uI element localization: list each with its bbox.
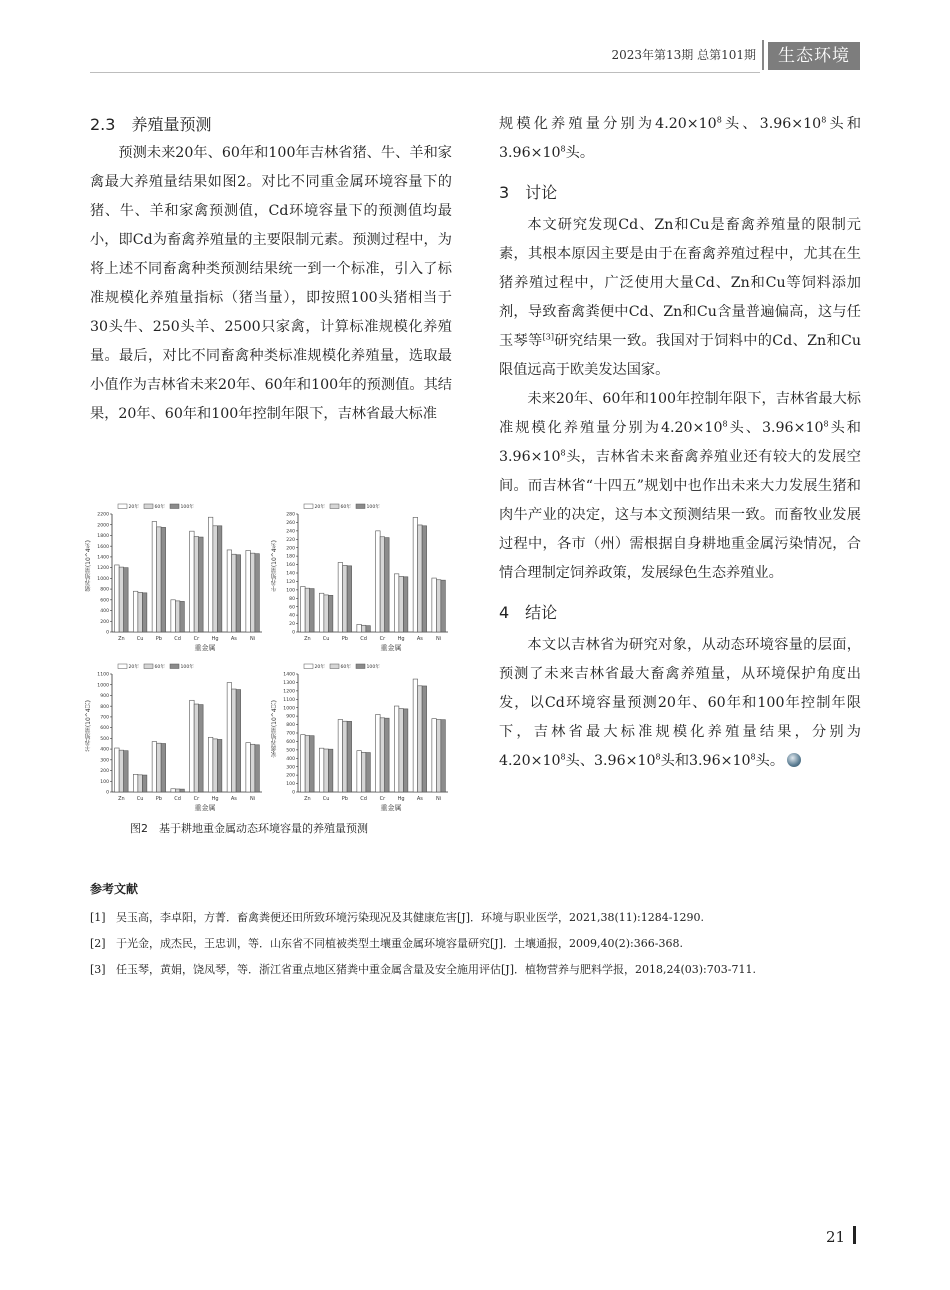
y-tick-label: 140 — [286, 571, 295, 577]
x-tick-label: Ni — [250, 796, 256, 802]
bar — [385, 538, 390, 632]
legend-label: 60年 — [154, 665, 165, 670]
article-end-icon — [787, 753, 801, 767]
bar — [138, 775, 143, 792]
section-2-3-title: 2.3 养殖量预测 — [90, 115, 212, 134]
y-tick-label: 700 — [100, 715, 109, 721]
y-tick-label: 1000 — [97, 576, 109, 582]
y-tick-label: 240 — [286, 529, 295, 535]
citation-3: [3] — [542, 332, 554, 342]
bar — [376, 531, 381, 632]
bar — [217, 526, 222, 632]
y-tick-label: 1400 — [97, 555, 109, 561]
y-tick-label: 600 — [286, 740, 295, 746]
y-tick-label: 2000 — [97, 523, 109, 529]
bar — [213, 739, 218, 792]
y-tick-label: 1000 — [283, 706, 295, 712]
chart-xlabel: 重金属 — [380, 644, 402, 652]
bar — [246, 743, 251, 792]
y-tick-label: 0 — [106, 630, 109, 636]
bar — [161, 527, 166, 632]
y-tick-label: 40 — [289, 613, 295, 619]
legend-swatch — [356, 504, 365, 509]
figure-2 — [85, 500, 460, 840]
y-tick-label: 0 — [292, 790, 295, 796]
x-tick-label: Pb — [155, 796, 162, 802]
x-tick-label: Cu — [322, 796, 330, 802]
bar — [199, 705, 204, 792]
bar — [324, 595, 329, 632]
bar — [194, 704, 199, 792]
bar — [115, 565, 120, 632]
y-tick-label: 160 — [286, 563, 295, 569]
y-tick-label: 300 — [100, 758, 109, 764]
y-tick-label: 80 — [289, 596, 295, 602]
poultry-chart — [276, 660, 456, 812]
legend-swatch — [170, 664, 179, 669]
bar — [376, 714, 381, 792]
y-tick-label: 200 — [286, 546, 295, 552]
bar — [338, 720, 343, 792]
y-tick-label: 100 — [286, 588, 295, 594]
bar — [385, 718, 390, 792]
bar — [436, 720, 441, 792]
pig-chart — [90, 500, 270, 652]
bar — [171, 600, 176, 632]
reference-item: [3] 任玉琴，黄娟，饶凤琴，等．浙江省重点地区猪粪中重金属含量及安全施用评估[J]．植物营养与肥料学报，2018,24(03):703-711. — [90, 963, 756, 976]
bar — [310, 736, 315, 792]
x-tick-label: Zn — [304, 796, 311, 802]
section-3-title: 3 讨论 — [499, 183, 558, 202]
y-tick-label: 1100 — [97, 672, 109, 678]
header-rule — [90, 72, 760, 73]
right-column — [499, 110, 861, 776]
bar — [418, 686, 423, 792]
bar — [208, 737, 213, 792]
x-tick-label: Cr — [193, 636, 200, 642]
bar — [324, 749, 329, 792]
bar — [347, 566, 352, 632]
bar — [190, 531, 195, 632]
bar — [190, 700, 195, 792]
y-tick-label: 300 — [286, 765, 295, 771]
bar — [250, 744, 255, 792]
legend-swatch — [330, 504, 339, 509]
x-tick-label: Ni — [250, 636, 256, 642]
x-tick-label: Hg — [397, 636, 405, 642]
y-tick-label: 500 — [286, 748, 295, 754]
discussion-paragraph-1: 本文研究发现Cd、Zn和Cu是畜禽养殖量的限制元素，其根本原因主要是由于在畜禽养殖过程中，尤其在生猪养殖过程中，广泛使用大量Cd、Zn和Cu等饲料添加剂，导致畜禽粪便中Cd、Zn和Cu含量普遍偏高，这与任玉琴等[3]研究结果一致。我国对于饲料中的Cd、Zn和Cu限值远高于欧美发达国家。 — [499, 217, 861, 378]
left-column — [90, 110, 452, 429]
section-4-title: 4 结论 — [499, 603, 558, 622]
x-tick-label: Hg — [397, 796, 405, 802]
bar — [227, 683, 232, 792]
bar — [366, 753, 371, 792]
bar — [232, 554, 237, 632]
x-tick-label: Cr — [379, 636, 386, 642]
y-tick-label: 0 — [292, 630, 295, 636]
legend-swatch — [170, 504, 179, 509]
discussion-paragraph-2: 未来20年、60年和100年控制年限下，吉林省最大标准规模化养殖量分别为$4.20\times 10^8$头、$3.96\times 10^8$头和$3.96\times 10^8$头，吉林省未来畜禽养殖业还有较大的发展空间。而吉林省“十四五”规划中也作出未来大力发展生猪和肉牛产业的决定，这与本文预测结果一致。而畜牧业发展过程中，各市（州）需根据自身耕地重金属污染情况，合情合理制定饲养政策，发展绿色生态养殖业。 — [499, 391, 861, 581]
y-tick-label: 1300 — [283, 681, 295, 687]
bar — [328, 749, 333, 792]
y-tick-label: 120 — [286, 580, 295, 586]
legend-swatch — [144, 504, 153, 509]
y-tick-label: 100 — [100, 779, 109, 785]
poultry-chart-panel — [271, 660, 456, 812]
bar — [199, 537, 204, 632]
y-tick-label: 200 — [286, 773, 295, 779]
bar — [213, 526, 218, 632]
bar — [175, 601, 180, 632]
x-tick-label: As — [230, 796, 237, 802]
sheep-chart — [90, 660, 270, 812]
reference-item: [2] 于光金，成杰民，王忠训，等．山东省不同植被类型土壤重金属环境容量研究[J]．土壤通报，2009,40(2):366-368. — [90, 937, 683, 950]
x-tick-label: Cd — [174, 796, 181, 802]
y-tick-label: 600 — [100, 598, 109, 604]
bar — [319, 593, 324, 632]
x-tick-label: Pb — [341, 796, 348, 802]
bar — [301, 586, 306, 632]
y-tick-label: 180 — [286, 554, 295, 560]
bar — [115, 748, 120, 792]
bar — [250, 553, 255, 632]
y-tick-label: 1200 — [283, 689, 295, 695]
continuation-paragraph: 规模化养殖量分别为$4.20\times 10^8$头、$3.96\times 10^8$头和$3.96\times 10^8$头。 — [499, 115, 862, 161]
legend-label: 100年 — [366, 505, 380, 510]
bar — [413, 679, 418, 792]
y-tick-label: 400 — [100, 609, 109, 615]
x-tick-label: Zn — [118, 636, 125, 642]
bar — [343, 721, 348, 792]
x-tick-label: As — [230, 636, 237, 642]
bar — [124, 751, 129, 792]
bar — [119, 750, 124, 792]
bar — [394, 574, 399, 632]
y-tick-label: 500 — [100, 736, 109, 742]
bar — [394, 706, 399, 792]
x-tick-label: Cr — [193, 796, 200, 802]
bar — [152, 522, 157, 632]
y-tick-label: 220 — [286, 537, 295, 543]
bar — [380, 718, 385, 792]
cattle-chart-panel — [271, 500, 456, 652]
y-tick-label: 800 — [286, 723, 295, 729]
x-tick-label: Cu — [322, 636, 330, 642]
legend-swatch — [118, 664, 127, 669]
sheep-chart-panel — [85, 660, 270, 812]
y-tick-label: 900 — [286, 714, 295, 720]
y-tick-label: 700 — [286, 731, 295, 737]
bar — [399, 709, 404, 792]
bar — [432, 578, 437, 632]
section-2-3-paragraph: 预测未来20年、60年和100年吉林省猪、牛、羊和家禽最大养殖量结果如图2。对比不同重金属环境容量下的猪、牛、羊和家禽预测值，Cd环境容量下的预测值均最小，即Cd为畜禽养殖量的主要限制元素。预测过程中，为将上述不同畜禽种类预测结果统一到一个标准，引入了标准规模化养殖量指标（猪当量），即按照100头猪相当于30头牛、250头羊、2500只家禽，计算标准规模化养殖量。最后，对比不同畜禽种类标准规模化养殖量，选取最小值作为吉林省未来20年、60年和100年的预测值。其结果，20年、60年和100年控制年限下，吉林省最大标准 — [90, 145, 452, 422]
y-tick-label: 800 — [100, 587, 109, 593]
y-tick-label: 600 — [100, 726, 109, 732]
x-tick-label: Hg — [211, 636, 219, 642]
bar — [305, 588, 310, 632]
legend-label: 60年 — [340, 505, 351, 510]
reference-item: [1] 吴玉高，李卓阳，方菁．畜禽粪便还田所致环境污染现况及其健康危害[J]．环境与职业医学，2021,38(11):1284-1290. — [90, 911, 704, 924]
bar — [157, 527, 162, 632]
legend-label: 20年 — [314, 505, 325, 510]
y-tick-label: 1100 — [283, 697, 295, 703]
legend-swatch — [330, 664, 339, 669]
bar — [138, 592, 143, 632]
y-tick-label: 1400 — [283, 672, 295, 678]
pig-chart-panel — [85, 500, 270, 652]
legend-label: 20年 — [128, 505, 139, 510]
legend-label: 20年 — [128, 665, 139, 670]
x-tick-label: Cr — [379, 796, 386, 802]
legend-swatch — [304, 504, 313, 509]
bar — [232, 689, 237, 792]
bar — [142, 775, 147, 792]
legend-swatch — [356, 664, 365, 669]
y-tick-label: 400 — [100, 747, 109, 753]
bar — [157, 743, 162, 792]
bar — [422, 526, 427, 632]
bar — [441, 720, 446, 792]
bar — [343, 565, 348, 632]
bar — [422, 686, 427, 792]
bar — [432, 719, 437, 792]
bar — [227, 550, 232, 632]
x-tick-label: As — [416, 796, 423, 802]
y-tick-label: 260 — [286, 521, 295, 527]
y-tick-label: 1800 — [97, 534, 109, 540]
y-tick-label: 1200 — [97, 566, 109, 572]
y-tick-label: 20 — [289, 622, 295, 628]
figure-caption: 图2 基于耕地重金属动态环境容量的养殖量预测 — [130, 822, 368, 835]
bar — [361, 625, 366, 632]
bar — [366, 626, 371, 632]
bar — [347, 721, 352, 792]
x-tick-label: Cd — [360, 636, 367, 642]
bar — [301, 735, 306, 792]
bar — [194, 537, 199, 632]
bar — [328, 595, 333, 632]
bar — [171, 789, 176, 792]
bar — [403, 709, 408, 792]
bar — [208, 517, 213, 632]
bar — [441, 580, 446, 632]
chart-xlabel: 重金属 — [380, 804, 402, 812]
bar — [418, 525, 423, 632]
chart-ylabel: 牛养殖量(10^4头) — [271, 540, 278, 592]
legend-swatch — [118, 504, 127, 509]
y-tick-label: 60 — [289, 605, 295, 611]
y-tick-label: 1000 — [97, 683, 109, 689]
y-tick-label: 400 — [286, 756, 295, 762]
y-tick-label: 2200 — [97, 512, 109, 518]
header-divider — [762, 40, 764, 70]
chart-ylabel: 羊养殖量(10^4只) — [85, 700, 92, 752]
conclusion-paragraph: 本文以吉林省为研究对象，从动态环境容量的层面，预测了未来吉林省最大畜禽养殖量，从环境保护角度出发，以Cd环境容量预测20年、60年和100年控制年限下，吉林省最大标准规模化养殖量结果，分别为$4.20\times 10^8$头、$3.96\times 10^8$头和$3.96\times 10^8$头。 — [499, 637, 861, 769]
x-tick-label: Pb — [341, 636, 348, 642]
legend-label: 100年 — [366, 665, 380, 670]
x-tick-label: Cu — [136, 636, 144, 642]
y-tick-label: 0 — [106, 790, 109, 796]
legend-label: 100年 — [180, 665, 194, 670]
y-tick-label: 1600 — [97, 544, 109, 550]
legend-label: 100年 — [180, 505, 194, 510]
references-title: 参考文献 — [90, 882, 139, 896]
bar — [305, 736, 310, 792]
y-tick-label: 200 — [100, 769, 109, 775]
chart-ylabel: 家禽养殖量(10^4只) — [271, 700, 278, 758]
bar — [436, 580, 441, 632]
x-tick-label: Zn — [304, 636, 311, 642]
bar — [380, 537, 385, 632]
y-tick-label: 900 — [100, 694, 109, 700]
bar — [175, 789, 180, 792]
bar — [152, 742, 157, 792]
y-tick-label: 280 — [286, 512, 295, 518]
legend-label: 60年 — [154, 505, 165, 510]
bar — [357, 751, 362, 792]
x-tick-label: Cu — [136, 796, 144, 802]
legend-swatch — [144, 664, 153, 669]
bar — [310, 589, 315, 632]
y-tick-label: 100 — [286, 782, 295, 788]
x-tick-label: Pb — [155, 636, 162, 642]
bar — [236, 555, 241, 632]
references — [90, 880, 870, 983]
chart-xlabel: 重金属 — [194, 804, 216, 812]
bar — [413, 517, 418, 632]
bar — [133, 591, 138, 632]
legend-label: 60年 — [340, 665, 351, 670]
x-tick-label: Ni — [436, 796, 442, 802]
journal-section-badge: 生态环境 — [768, 42, 860, 70]
bar — [361, 752, 366, 792]
bar — [217, 739, 222, 792]
bar — [319, 748, 324, 792]
bar — [236, 690, 241, 792]
y-tick-label: 200 — [100, 619, 109, 625]
bar — [255, 745, 260, 792]
bar — [119, 567, 124, 632]
bar — [246, 550, 251, 632]
bar — [338, 562, 343, 632]
bar — [255, 554, 260, 632]
x-tick-label: As — [416, 636, 423, 642]
x-tick-label: Zn — [118, 796, 125, 802]
chart-xlabel: 重金属 — [194, 644, 216, 652]
chart-ylabel: 猪养殖量(10^4头) — [85, 540, 92, 592]
x-tick-label: Hg — [211, 796, 219, 802]
bar — [403, 577, 408, 632]
page-number: 21 — [826, 1228, 846, 1246]
bar — [357, 624, 362, 632]
issue-info: 2023年第13期 总第101期 — [611, 48, 756, 62]
x-tick-label: Cd — [174, 636, 181, 642]
bar — [180, 601, 185, 632]
legend-swatch — [304, 664, 313, 669]
page-number-bar — [853, 1226, 856, 1244]
x-tick-label: Ni — [436, 636, 442, 642]
bar — [142, 593, 147, 632]
bar — [133, 774, 138, 792]
x-tick-label: Cd — [360, 796, 367, 802]
y-tick-label: 800 — [100, 704, 109, 710]
bar — [161, 744, 166, 792]
bar — [124, 568, 129, 632]
bar — [180, 789, 185, 792]
cattle-chart — [276, 500, 456, 652]
bar — [399, 576, 404, 632]
legend-label: 20年 — [314, 665, 325, 670]
